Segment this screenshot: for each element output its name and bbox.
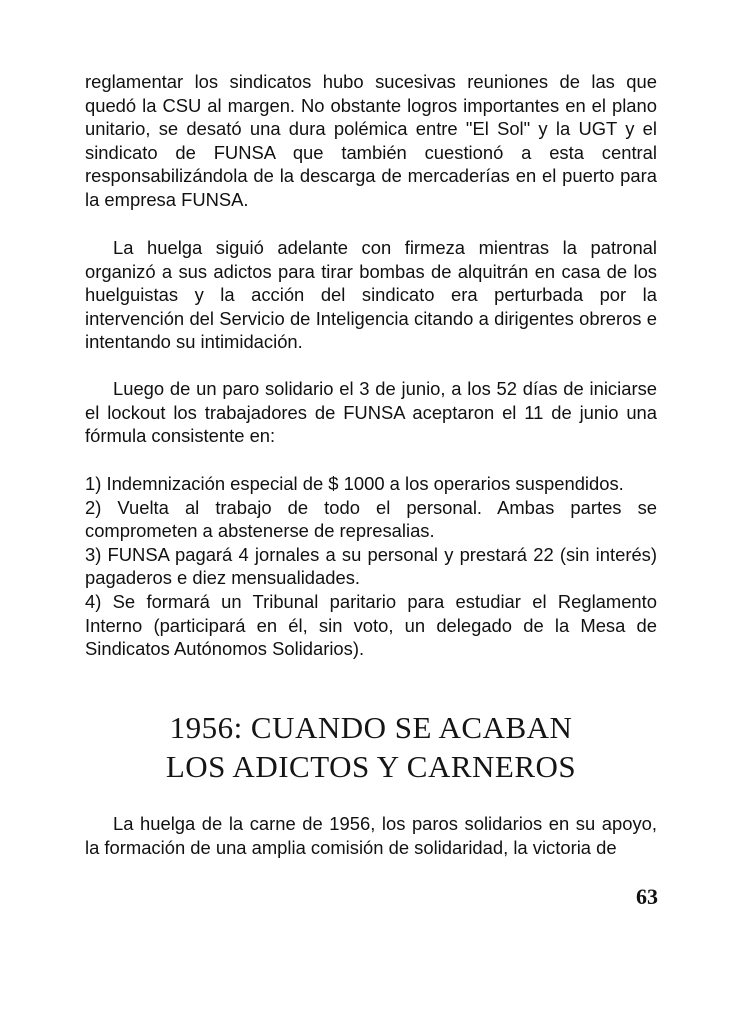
agreement-list	[85, 472, 657, 661]
paragraph-continuation	[85, 70, 657, 212]
paragraph-text: La huelga siguió adelante con firmeza mientras la patronal organizó a sus adictos para tirar bombas de alquitrán en casa de los huelguistas y la acción del sindicato era perturbada por la intervención del Servicio de Inteligencia citando a dirigentes obreros e intentando su intimidación.	[85, 237, 657, 353]
page-number: 63	[636, 884, 658, 909]
list-item: 4) Se formará un Tribunal paritario para estudiar el Reglamento Interno (participará en él, sin voto, un delegado de la Mesa de Sindicatos Autónomos Solidarios).	[85, 590, 657, 660]
heading-line-2: LOS ADICTOS Y CARNEROS	[165, 749, 577, 784]
paragraph-text: Luego de un paro solidario el 3 de junio, a los 52 días de iniciarse el lockout los trabajadores de FUNSA aceptaron el 11 de junio una fórmula consistente en:	[85, 378, 657, 447]
heading-line-1: 1956: CUANDO SE ACABAN	[169, 710, 573, 745]
paragraph-text: La huelga de la carne de 1956, los paros solidarios en su apoyo, la formación de una amplia comisión de solidaridad, la victoria de	[85, 813, 657, 858]
list-item: 2) Vuelta al trabajo de todo el personal. Ambas partes se comprometen a abstenerse de represalias.	[85, 496, 657, 542]
paragraph-strike	[85, 236, 657, 354]
paragraph-agreement	[85, 377, 657, 448]
list-item: 3) FUNSA pagará 4 jornales a su personal y prestará 22 (sin interés) pagaderos e diez mensualidades.	[85, 543, 657, 589]
paragraph-text: reglamentar los sindicatos hubo sucesivas reuniones de las que quedó la CSU al margen. No obstante logros importantes en el plano unitario, se desató una dura polémica entre "El Sol" y la UGT y el sindicato de FUNSA que también cuestionó a esta central responsabilizándola de la descarga de mercaderías en el puerto para la empresa FUNSA.	[85, 71, 657, 210]
paragraph-section-start	[85, 812, 657, 859]
list-item: 1) Indemnización especial de $ 1000 a los operarios suspendidos.	[85, 473, 624, 494]
section-heading	[85, 708, 657, 786]
